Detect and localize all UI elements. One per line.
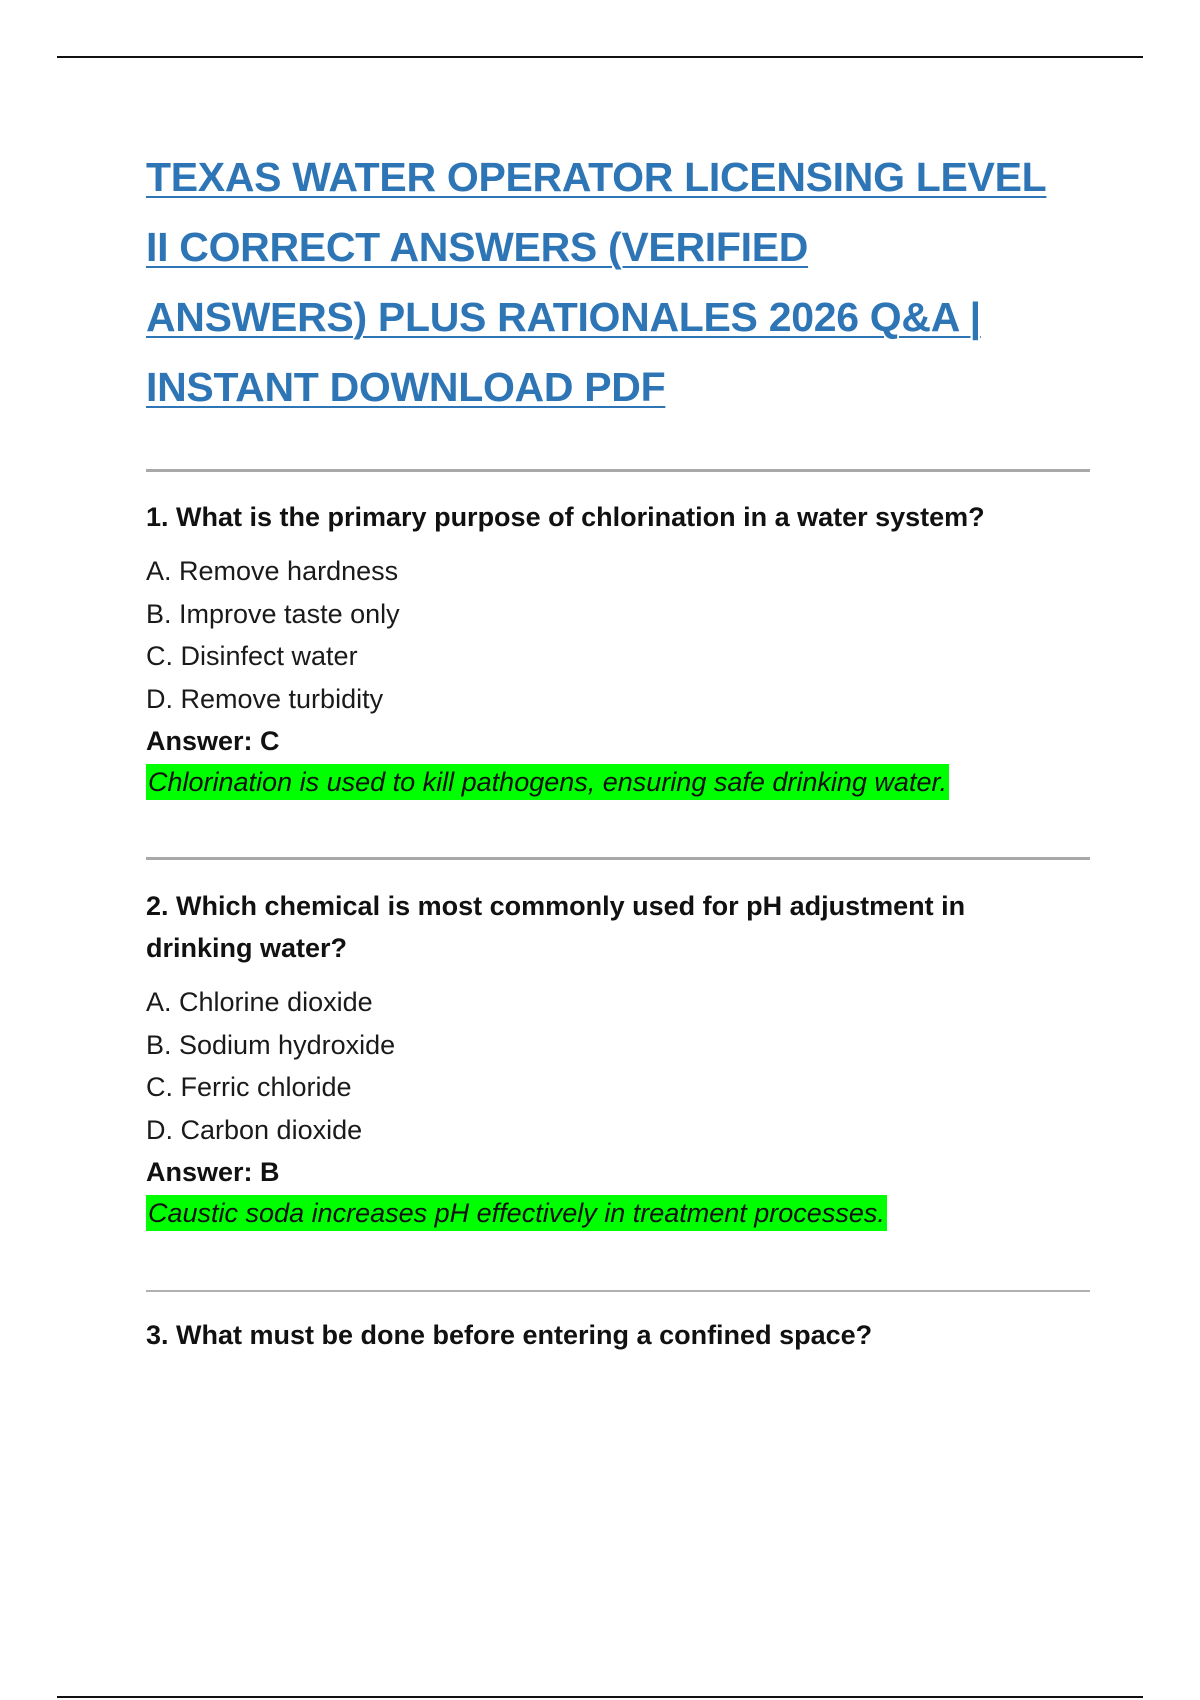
answer-label: Answer: C (146, 726, 280, 756)
question-block-1 (146, 496, 1090, 800)
question-text: 1. What is the primary purpose of chlorination in a water system? (146, 502, 985, 532)
option-b: B. Improve taste only (146, 598, 400, 629)
page-top-rule (57, 56, 1143, 58)
option-c: C. Disinfect water (146, 641, 358, 671)
option-a: A. Remove hardness (146, 556, 399, 586)
document-title[interactable]: TEXAS WATER OPERATOR LICENSING LEVEL II CORRECT ANSWERS (VERIFIED ANSWERS) PLUS RATIONALES 2026 Q&A | INSTANT DOWNLOAD PDF (146, 154, 1047, 410)
option-d: D. Remove turbidity (146, 683, 384, 714)
section-divider (146, 857, 1090, 860)
options-list (146, 550, 1090, 720)
answer-label: Answer: B (146, 1157, 280, 1187)
question-text: 3. What must be done before entering a confined space? (146, 1320, 873, 1350)
question-block-2 (146, 885, 1090, 1231)
option-d: D. Carbon dioxide (146, 1114, 363, 1145)
option-c: C. Ferric chloride (146, 1072, 352, 1102)
rationale-highlight: Caustic soda increases pH effectively in treatment processes. (146, 1195, 887, 1231)
page-bottom-rule (57, 1696, 1143, 1698)
question-block-3 (146, 1314, 1090, 1356)
section-divider (146, 469, 1090, 472)
option-b: B. Sodium hydroxide (146, 1029, 396, 1060)
section-divider (146, 1290, 1090, 1292)
options-list (146, 981, 1090, 1151)
option-a: A. Chlorine dioxide (146, 987, 373, 1017)
question-text: 2. Which chemical is most commonly used for pH adjustment in drinking water? (146, 891, 966, 963)
rationale-highlight: Chlorination is used to kill pathogens, ensuring safe drinking water. (146, 764, 949, 800)
document-body (146, 142, 1090, 1350)
